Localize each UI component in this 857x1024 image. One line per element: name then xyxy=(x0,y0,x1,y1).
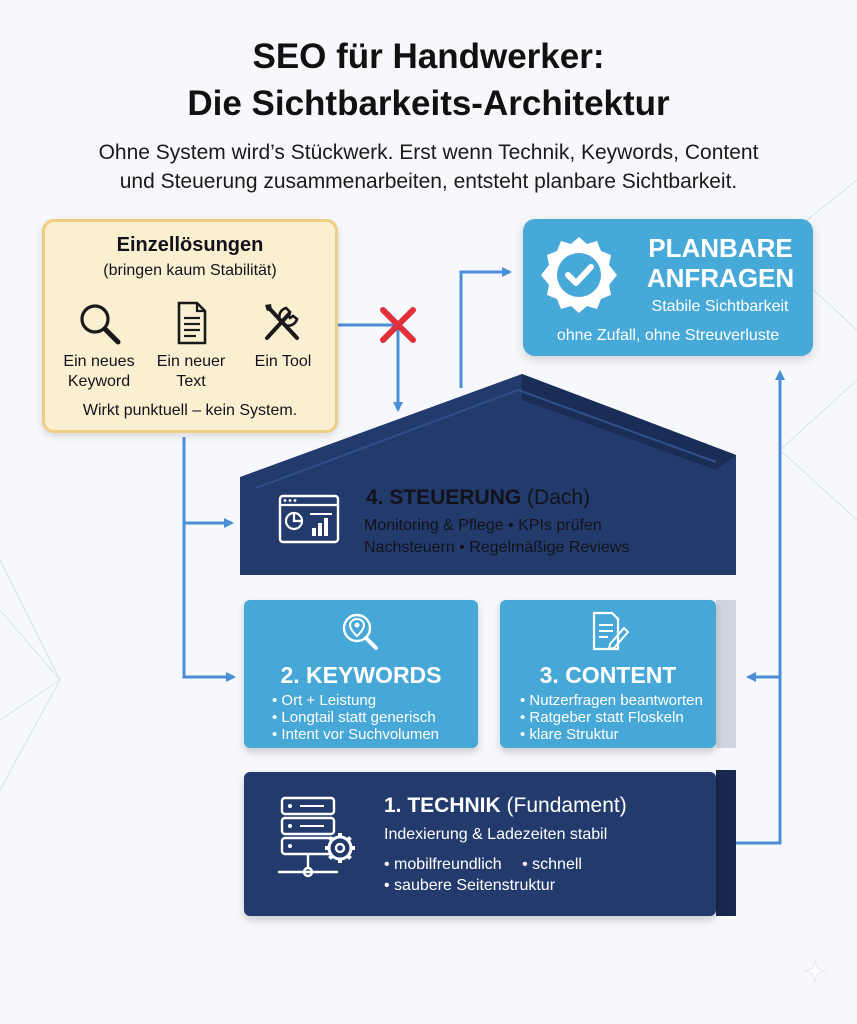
keywords-bullets xyxy=(272,692,439,743)
steuerung-title-light: (Dach) xyxy=(527,486,591,509)
technik-bullet-row2: • saubere Seitenstruktur xyxy=(384,877,556,894)
dashboard-icon xyxy=(278,494,340,548)
content-bullet: • Ratgeber statt Floskeln xyxy=(520,709,703,726)
page-title-line2: Die Sichtbarkeits-Architektur xyxy=(187,84,670,123)
technik-title-light: (Fundament) xyxy=(506,794,627,817)
content-title: 3. CONTENT xyxy=(539,662,677,688)
result-title-line2: ANFRAGEN xyxy=(646,263,795,293)
technik-bullet: schnell xyxy=(532,856,582,873)
steuerung-title xyxy=(366,486,590,510)
tool-text-label2: Text xyxy=(176,373,206,390)
page-title-line1: SEO für Handwerker: xyxy=(252,37,605,76)
sparkle-icon xyxy=(802,958,828,984)
location-search-icon xyxy=(338,610,384,652)
technik-line1: Indexierung & Ladezeiten stabil xyxy=(384,826,608,843)
document-edit-icon xyxy=(586,610,632,652)
keywords-title: 2. KEYWORDS xyxy=(280,662,442,688)
steuerung-line1: Monitoring & Pflege • KPIs prüfen xyxy=(364,517,602,534)
technik-bullet: mobilfreundlich xyxy=(394,856,502,873)
tool-tool-label1: Ein Tool xyxy=(254,353,312,370)
result-note: ohne Zufall, ohne Streuverluste xyxy=(556,327,780,344)
content-bullets xyxy=(520,692,703,743)
keywords-bullet: • Ort + Leistung xyxy=(272,692,439,709)
steuerung-title-bold: 4. STEUERUNG xyxy=(366,486,522,509)
technik-title xyxy=(384,794,627,818)
result-title-line1: PLANBARE xyxy=(648,233,793,263)
keywords-layer xyxy=(244,600,478,748)
technik-bullet: saubere Seitenstruktur xyxy=(394,877,556,894)
content-bullet: • Nutzerfragen beantworten xyxy=(520,692,703,709)
keywords-bullet: • Longtail statt generisch xyxy=(272,709,439,726)
tool-keyword-label2: Keyword xyxy=(67,373,131,390)
content-layer xyxy=(500,600,716,748)
single-solutions-footer: Wirkt punktuell – kein System. xyxy=(82,402,298,419)
technik-title-bold: 1. TECHNIK xyxy=(384,794,501,817)
technik-bullet-row1: • mobilfreundlich • schnell xyxy=(384,856,582,873)
single-solutions-subtitle: (bringen kaum Stabilität) xyxy=(103,262,277,279)
result-subtitle: Stabile Sichtbarkeit xyxy=(651,298,789,315)
steuerung-layer xyxy=(244,480,716,575)
subtitle-line2: und Steuerung zusammenarbeiten, entsteht planbare Sichtbarkeit. xyxy=(119,170,738,193)
technik-layer xyxy=(244,772,716,916)
tool-text-label1: Ein neuer xyxy=(156,353,226,370)
single-solutions-title: Einzellösungen xyxy=(116,234,264,256)
keywords-bullet: • Intent vor Suchvolumen xyxy=(272,726,439,743)
subtitle-line1: Ohne System wird’s Stückwerk. Erst wenn Technik, Keywords, Content xyxy=(98,141,759,164)
tool-keyword-label1: Ein neues xyxy=(63,353,135,370)
steuerung-line2: Nachsteuern • Regelmäßige Reviews xyxy=(364,539,630,556)
server-settings-icon xyxy=(274,794,364,894)
content-bullet: • klare Struktur xyxy=(520,726,703,743)
